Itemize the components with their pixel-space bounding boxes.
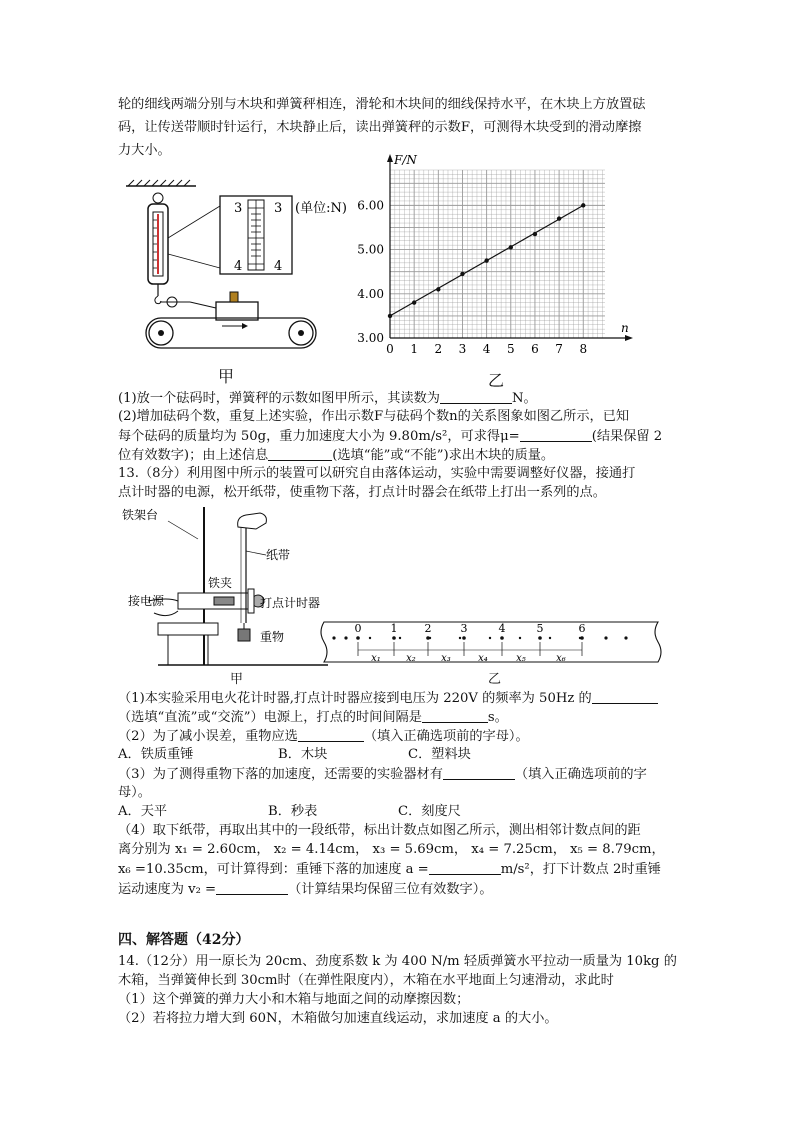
segment-label: x₁ [371, 653, 381, 664]
tape-number: 4 [498, 622, 506, 635]
tape-count-dot [392, 636, 396, 640]
q13-p4-line-1: （4）取下纸带，再取出其中的一段纸带，标出计数点如图乙所示，测出相邻计数点间的距 [118, 823, 641, 838]
q13-p4-line-2: 离分别为 x₁ = 2.60cm， x₂ = 4.14cm， x₃ = 5.69cm， x₄ = 7.25cm， x₅ = 8.79cm， [118, 842, 665, 857]
section-4-title: 四、解答题（42分） [118, 932, 250, 948]
answer-blank-9[interactable] [216, 881, 288, 895]
q12-line-1: (1)放一个砝码时，弹簧秤的示数如图甲所示，其读数为 N。 [118, 391, 537, 406]
data-point [412, 300, 416, 304]
fig12-caption-right: 乙 [488, 371, 505, 390]
q12-line-4: 位有效数字)；由上述信息 (选填“能”或“不能”)求出木块的质量。 [118, 448, 555, 463]
intro-line-3: 力大小。 [118, 143, 171, 158]
y-tick-label: 4.00 [357, 286, 384, 301]
unit-label: (单位:N) [295, 201, 347, 216]
x-tick-label: 7 [555, 342, 563, 356]
q14-line-3: （1）这个弹簧的弹力大小和木箱与地面之间的动摩擦因数； [118, 992, 470, 1007]
q13-p2-options [118, 747, 471, 763]
tape-dot [579, 637, 581, 639]
y-tick-label: 6.00 [357, 198, 384, 213]
label-clamp: 铁夹 [208, 576, 233, 590]
q13-p2-line-1: （2）为了减小误差，重物应选 （填入正确选项前的字母）。 [118, 729, 529, 744]
data-point [436, 287, 440, 291]
intro-line-1: 轮的细线两端分别与木块和弹簧秤相连，滑轮和木块间的细线保持水平，在木块上方放置砝 [118, 97, 646, 112]
option-p2-b: B．木块 [278, 747, 328, 762]
option-p3-a: A．天平 [118, 804, 168, 819]
label-stand: 铁架台 [122, 508, 159, 522]
tape-dot [429, 637, 431, 639]
free-fall-apparatus-figure [118, 505, 333, 685]
tape-number: 1 [390, 622, 398, 635]
scale-top-left: 3 [234, 201, 243, 216]
tape-dot [624, 636, 627, 639]
answer-blank-5[interactable] [422, 709, 488, 723]
tape-count-dot [500, 636, 504, 640]
tape-number: 5 [536, 622, 544, 635]
answer-blank-1[interactable] [440, 390, 512, 404]
f-vs-n-chart [350, 150, 640, 360]
tape-dot [399, 637, 401, 639]
fig13-caption-right: 乙 [488, 672, 502, 687]
data-point [557, 216, 561, 220]
q14-line-2: 木箱，当弹簧伸长到 30cm时（在弹性限度内），木箱在水平地面上匀速滑动，求此时 [118, 973, 614, 988]
q14-line-1: 14.（12分）用一原长为 20cm、劲度系数 k 为 400 N/m 轻质弹簧水平拉动一质量为 10kg 的 [118, 954, 677, 969]
tape-dot [344, 636, 347, 639]
tape-dot [489, 637, 491, 639]
q13-p3-line-1: （3）为了测得重物下落的加速度，还需要的实验器材有 （填入正确选项前的字 [118, 767, 647, 782]
tape-dot [369, 637, 371, 639]
fig12-caption-left: 甲 [218, 367, 235, 386]
data-point [581, 203, 585, 207]
answer-blank-8[interactable] [429, 861, 501, 875]
q12-line-2: (2)增加砝码个数，重复上述实验，作出示数F与砝码个数n的关系图象如图乙所示，已知 [118, 409, 630, 424]
q13-p3-options [118, 804, 461, 820]
segment-label: x₄ [478, 653, 488, 664]
q13-line-1: 13.（8分）利用图中所示的装置可以研究自由落体运动，实验中需要调整好仪器，接通打 [118, 466, 636, 481]
scale-top-right: 3 [274, 201, 283, 216]
data-point [533, 232, 537, 236]
x-tick-label: 0 [386, 342, 394, 356]
x-tick-label: 3 [458, 342, 467, 356]
data-point [388, 314, 392, 318]
tape-number: 2 [424, 622, 432, 635]
tape-dot [519, 637, 521, 639]
answer-blank-7[interactable] [443, 766, 515, 780]
data-point [460, 272, 464, 276]
tape-number: 3 [460, 622, 468, 635]
x-axis-label: n [621, 321, 629, 335]
x-tick-label: 4 [482, 342, 491, 356]
label-timer: 打点计时器 [260, 596, 321, 610]
q13-p1-line-2: （选填“直流”或“交流”）电源上，打点的时间间隔是 s。 [118, 710, 508, 725]
label-power: 接电源 [128, 594, 165, 608]
spring-balance-figure [118, 178, 358, 368]
answer-blank-6[interactable] [298, 728, 364, 742]
label-weight: 重物 [260, 630, 285, 644]
q13-p4-line-3: x₆ =10.35cm，可计算得到：重锤下落的加速度 a = m/s²，打下计数点 2时重锤 [118, 862, 661, 877]
q12-line-3: 每个砝码的质量均为 50g，重力加速度大小为 9.80m/s²，可求得μ= (结果保留 2 [118, 429, 663, 444]
data-point [509, 245, 513, 249]
q13-line-2: 点计时器的电源，松开纸带，使重物下落，打点计时器会在纸带上打出一系列的点。 [118, 485, 606, 500]
y-axis-arrow [387, 154, 393, 162]
x-axis-arrow [625, 335, 633, 341]
q13-p1-line-1: （1)本实验采用电火花计时器,打点计时器应接到电压为 220V 的频率为 50Hz 的 [118, 690, 658, 707]
option-p2-c: C．塑料块 [408, 747, 471, 762]
tape-count-dot [462, 636, 466, 640]
data-point [484, 258, 488, 262]
label-tape: 纸带 [266, 548, 291, 562]
paper-tape-figure [316, 618, 666, 668]
scale-bottom-left: 4 [234, 259, 243, 274]
tape-dot [459, 637, 461, 639]
answer-blank-3[interactable] [268, 447, 332, 461]
y-tick-label: 3.00 [357, 331, 384, 345]
x-tick-label: 5 [506, 342, 515, 356]
q13-p3-line-2: 母）。 [118, 785, 151, 800]
q14-line-4: （2）若将拉力增大到 60N，木箱做匀加速直线运动，求加速度 a 的大小。 [118, 1011, 558, 1026]
y-axis-label: F/N [394, 153, 417, 167]
q13-p4-line-4: 运动速度为 v₂ = （计算结果均保留三位有效数字）。 [118, 882, 493, 897]
segment-label: x₂ [406, 653, 416, 664]
y-tick-label: 5.00 [357, 242, 384, 257]
scale-bottom-right: 4 [274, 259, 283, 274]
tape-dot [332, 636, 335, 639]
tape-number: 0 [354, 622, 362, 635]
answer-blank-4[interactable] [592, 690, 658, 704]
segment-label: x₅ [516, 653, 526, 664]
tape-number: 6 [578, 622, 586, 635]
option-p2-a: A．铁质重锤 [118, 747, 194, 762]
tape-count-dot [538, 636, 542, 640]
tape-dot [549, 637, 551, 639]
option-p3-c: C．刻度尺 [398, 804, 461, 819]
x-tick-label: 1 [410, 342, 418, 356]
segment-label: x₆ [556, 653, 566, 664]
x-tick-label: 8 [579, 342, 588, 356]
option-p3-b: B．秒表 [268, 804, 318, 819]
tape-count-dot [356, 636, 360, 640]
segment-label: x₃ [441, 653, 451, 664]
x-tick-label: 6 [531, 342, 539, 356]
x-tick-label: 2 [434, 342, 443, 356]
intro-line-2: 码，让传送带顺时针运行，木块静止后，读出弹簧秤的示数F，可测得木块受到的滑动摩擦 [118, 120, 642, 135]
tape-dot [604, 636, 607, 639]
answer-blank-2[interactable] [520, 428, 592, 442]
fig13-caption-left: 甲 [230, 672, 244, 687]
